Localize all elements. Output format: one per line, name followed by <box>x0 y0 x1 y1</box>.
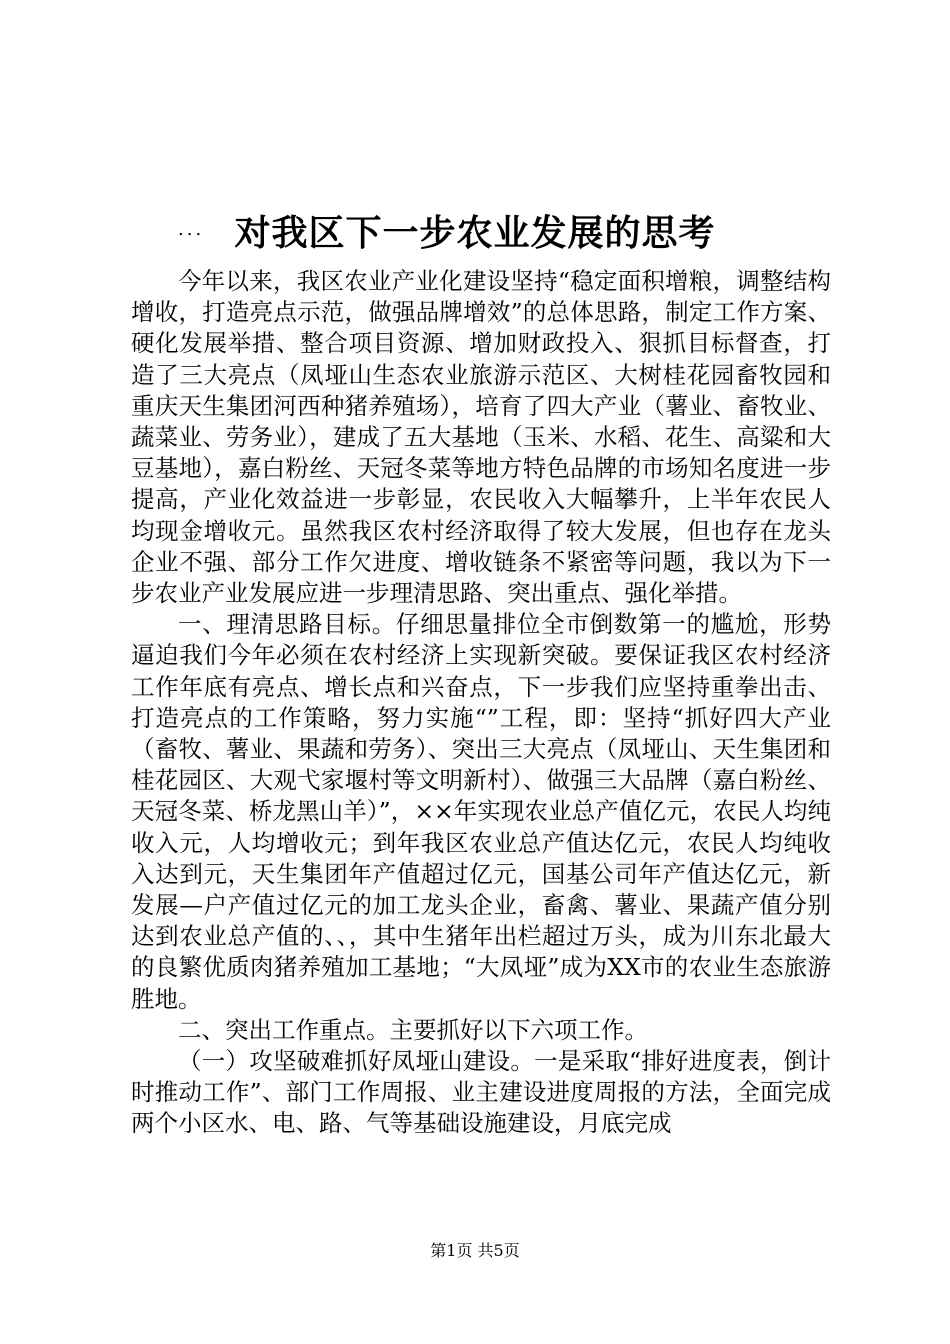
paragraph-section-one: 一、理清思路目标。仔细思量排位全市倒数第一的尴尬，形势逼迫我们今年必须在农村经济上实现新突破。要保证我区农村经济工作年底有亮点、增长点和兴奋点，下一步我们应坚持重拳出击、打造亮点的工作策略，努力实施“”工程，即：坚持“抓好四大产业（畜牧、薯业、果蔬和劳务）、突出三大亮点（凤垭山、天生集团和桂花园区、大观弋家堰村等文明新村）、做强三大品牌（嘉白粉丝、天冠冬菜、桥龙黑山羊）”，××年实现农业总产值亿元，农民人均纯收入元，人均增收元；到年我区农业总产值达亿元，农民人均纯收入达到元，天生集团年产值超过亿元，国基公司年产值达亿元，新发展—户产值过亿元的加工龙头企业，畜禽、薯业、果蔬产值分别达到农业总产值的、、，其中生猪年出栏超过万头，成为川东北最大的良繁优质肉猪养殖加工基地；“大凤垭”成为XX市的农业生态旅游胜地。 <box>131 610 831 1013</box>
document-body <box>131 266 831 1140</box>
ellipsis-marker: ... <box>178 219 205 240</box>
page-footer: 第1页 共5页 <box>430 1241 520 1260</box>
paragraph-section-two: 二、突出工作重点。主要抓好以下六项工作。 <box>178 1015 648 1044</box>
paragraph-subsection-one: （一）攻坚破难抓好凤垭山建设。一是采取“排好进度表，倒计时推动工作”、部门工作周报、业主建设进度周报的方法，全面完成两个小区水、电、路、气等基础设施建设，月底完成 <box>131 1047 831 1138</box>
paragraph-intro: 今年以来，我区农业产业化建设坚持“稳定面积增粮，调整结构增收，打造亮点示范，做强品牌增效”的总体思路，制定工作方案、硬化发展举措、整合项目资源、增加财政投入、狠抓目标督查，打造了三大亮点（凤垭山生态农业旅游示范区、大树桂花园畜牧园和重庆天生集团河西种猪养殖场），培育了四大产业（薯业、畜牧业、蔬菜业、劳务业），建成了五大基地（玉米、水稻、花生、高粱和大豆基地），嘉白粉丝、天冠冬菜等地方特色品牌的市场知名度进一步提高，产业化效益进一步彰显，农民收入大幅攀升，上半年农民人均现金增收元。虽然我区农村经济取得了较大发展，但也存在龙头企业不强、部分工作欠进度、增收链条不紧密等问题，我以为下一步农业产业发展应进一步理清思路、突出重点、强化举措。 <box>131 267 831 608</box>
page-title: 对我区下一步农业发展的思考 <box>234 212 716 255</box>
